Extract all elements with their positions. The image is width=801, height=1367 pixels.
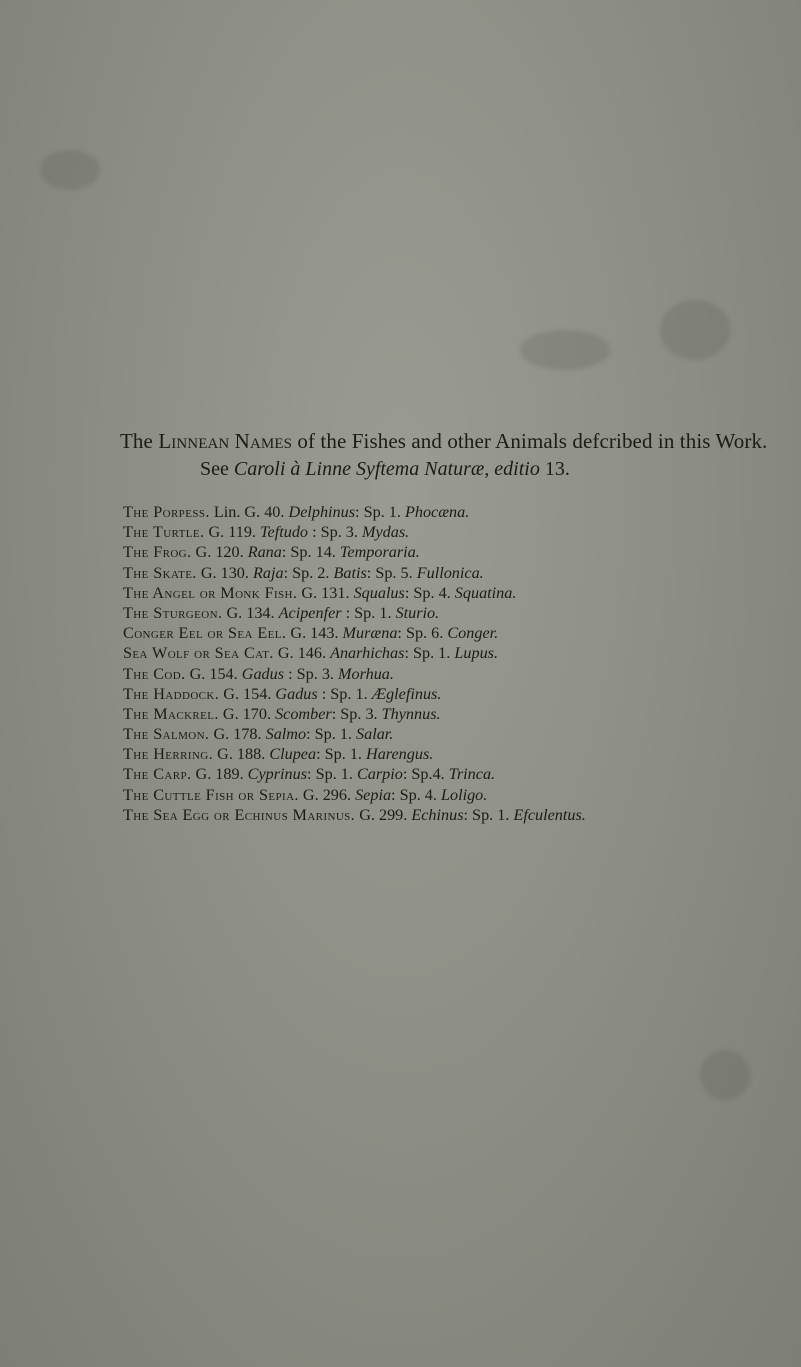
entry-reference: : Sp. 4. [391, 785, 441, 804]
list-item [123, 502, 793, 522]
names-list [123, 502, 793, 825]
list-item [123, 603, 793, 623]
entry-genus: Delphinus [288, 503, 356, 521]
entry-reference: G. 154. [219, 684, 276, 703]
entry-name: The Angel or Monk Fish. [123, 583, 298, 602]
entry-reference: : Sp. 1. [317, 684, 372, 703]
entry-reference: : Sp. 3. [308, 523, 362, 542]
entry-reference: G. 188. [213, 745, 270, 764]
list-item [123, 643, 793, 663]
entry-reference: G. 146. [273, 644, 331, 663]
entry-name: The Mackrel. [123, 704, 219, 723]
entry-name: The Sea Egg or Echinus Marinus. [123, 805, 356, 824]
entry-reference: : Sp. 1. [463, 805, 514, 824]
entry-reference: : Sp. 3. [331, 704, 382, 723]
entry-genus: Echinus [411, 805, 464, 824]
entry-reference: : Sp. 5. [366, 563, 417, 582]
entry-name: The Haddock. [123, 684, 220, 703]
list-item [123, 623, 793, 643]
entry-reference: : Sp. 14. [281, 543, 340, 562]
entry-reference: : Sp. 2. [283, 563, 334, 582]
list-item [123, 764, 793, 784]
entry-species: Trinca. [448, 765, 496, 784]
entry-name: The Porpess. [123, 503, 210, 521]
entry-species: Æglefinus. [371, 684, 442, 703]
entry-reference: : Sp. 1. [341, 603, 396, 622]
list-item [123, 785, 793, 805]
entry-name: The Salmon. [123, 725, 210, 744]
entry-genus: Rana [247, 543, 282, 562]
entry-species: Squatina. [454, 583, 517, 602]
entry-reference: G. 119. [204, 523, 261, 542]
list-item [123, 805, 793, 825]
list-item [123, 684, 793, 704]
entry-reference: G. 170. [218, 704, 276, 723]
entry-genus: Anarhichas [330, 644, 405, 663]
list-item [123, 522, 793, 542]
list-item [123, 664, 793, 684]
entry-reference: : Sp. 6. [397, 624, 448, 643]
entry-reference: G. 130. [196, 563, 253, 582]
title-prefix: The [120, 429, 159, 453]
entry-species: Batis [333, 563, 367, 582]
entry-reference: Lin. G. 40. [209, 503, 289, 521]
paper-stain [700, 1050, 750, 1100]
subtitle-prefix: See [200, 458, 234, 480]
subtitle-reference: Caroli à Linne Syftema Naturæ, editio [233, 458, 540, 480]
entry-genus: Salmo [265, 725, 307, 744]
entry-name: Sea Wolf or Sea Cat. [123, 644, 274, 663]
entry-name: The Sturgeon. [123, 603, 223, 622]
entry-name: The Cuttle Fish or Sepia. [123, 785, 299, 804]
title-smallcaps: Linnean Names [158, 429, 293, 453]
list-item [123, 563, 793, 583]
entry-genus: Acipenfer [278, 603, 342, 622]
entry-name: The Carp. [123, 765, 192, 784]
entry-genus: Muræna [342, 624, 398, 643]
entry-reference: : Sp. 1. [355, 503, 405, 521]
entry-reference: : Sp. 1. [307, 765, 357, 784]
title-suffix: of the Fishes and other Animals defcribed in this Work. [292, 429, 768, 453]
entry-reference: G. 154. [185, 664, 242, 683]
entry-species: Conger. [447, 624, 499, 643]
entry-species: Fullonica. [416, 563, 484, 582]
entry-species: Salar. [356, 725, 394, 744]
entry-species: Efculentus. [513, 805, 586, 824]
list-item [123, 542, 793, 562]
entry-species: Lupus. [454, 644, 499, 663]
entry-reference: G. 131. [297, 583, 354, 602]
entry-reference: G. 189. [191, 765, 248, 784]
entry-genus: Raja [252, 563, 284, 582]
entry-name: Conger Eel or Sea Eel. [123, 624, 287, 643]
paper-stain [660, 300, 730, 360]
entry-species: Temporaria. [339, 543, 420, 562]
entry-species: Loligo. [440, 785, 488, 804]
entry-genus: Sepia [355, 785, 392, 804]
subtitle-suffix: 13. [539, 458, 570, 480]
entry-name: The Herring. [123, 745, 214, 764]
entry-species: Phocæna. [404, 503, 470, 521]
entry-reference: : Sp. 3. [284, 664, 339, 683]
entry-reference: : Sp. 1. [404, 644, 455, 663]
entry-reference: G. 120. [191, 543, 248, 562]
list-item [123, 744, 793, 764]
list-item [123, 724, 793, 744]
entry-name: The Turtle. [123, 523, 205, 542]
entry-genus: Teftudo [260, 523, 309, 542]
entry-reference: G. 299. [355, 805, 412, 824]
entry-reference: G. 143. [286, 624, 343, 643]
entry-reference: : Sp.4. [402, 765, 449, 784]
list-item [123, 704, 793, 724]
entry-reference: G. 296. [298, 785, 356, 804]
entry-reference: : Sp. 1. [316, 745, 367, 764]
entry-reference: G. 134. [222, 603, 279, 622]
entry-genus: Scomber [275, 704, 332, 723]
entry-genus: Gadus [241, 664, 285, 683]
entry-species: Harengus. [366, 745, 434, 764]
page-subtitle [200, 458, 570, 481]
page-title [120, 429, 800, 454]
entry-species: Sturio. [395, 603, 440, 622]
entry-species: Carpio [356, 765, 403, 784]
entry-species: Morhua. [338, 664, 394, 683]
entry-species: Thynnus. [381, 704, 441, 723]
entry-name: The Frog. [123, 543, 192, 562]
entry-genus: Squalus [353, 583, 405, 602]
entry-species: Mydas. [362, 523, 410, 542]
list-item [123, 583, 793, 603]
paper-stain [40, 150, 100, 190]
entry-genus: Cyprinus [247, 765, 308, 784]
entry-reference: : Sp. 1. [306, 725, 357, 744]
entry-name: The Cod. [123, 664, 186, 683]
entry-reference: : Sp. 4. [404, 583, 455, 602]
entry-genus: Gadus [275, 684, 318, 703]
entry-name: The Skate. [123, 563, 197, 582]
entry-reference: G. 178. [209, 725, 266, 744]
entry-genus: Clupea [269, 745, 317, 764]
paper-stain [520, 330, 610, 370]
